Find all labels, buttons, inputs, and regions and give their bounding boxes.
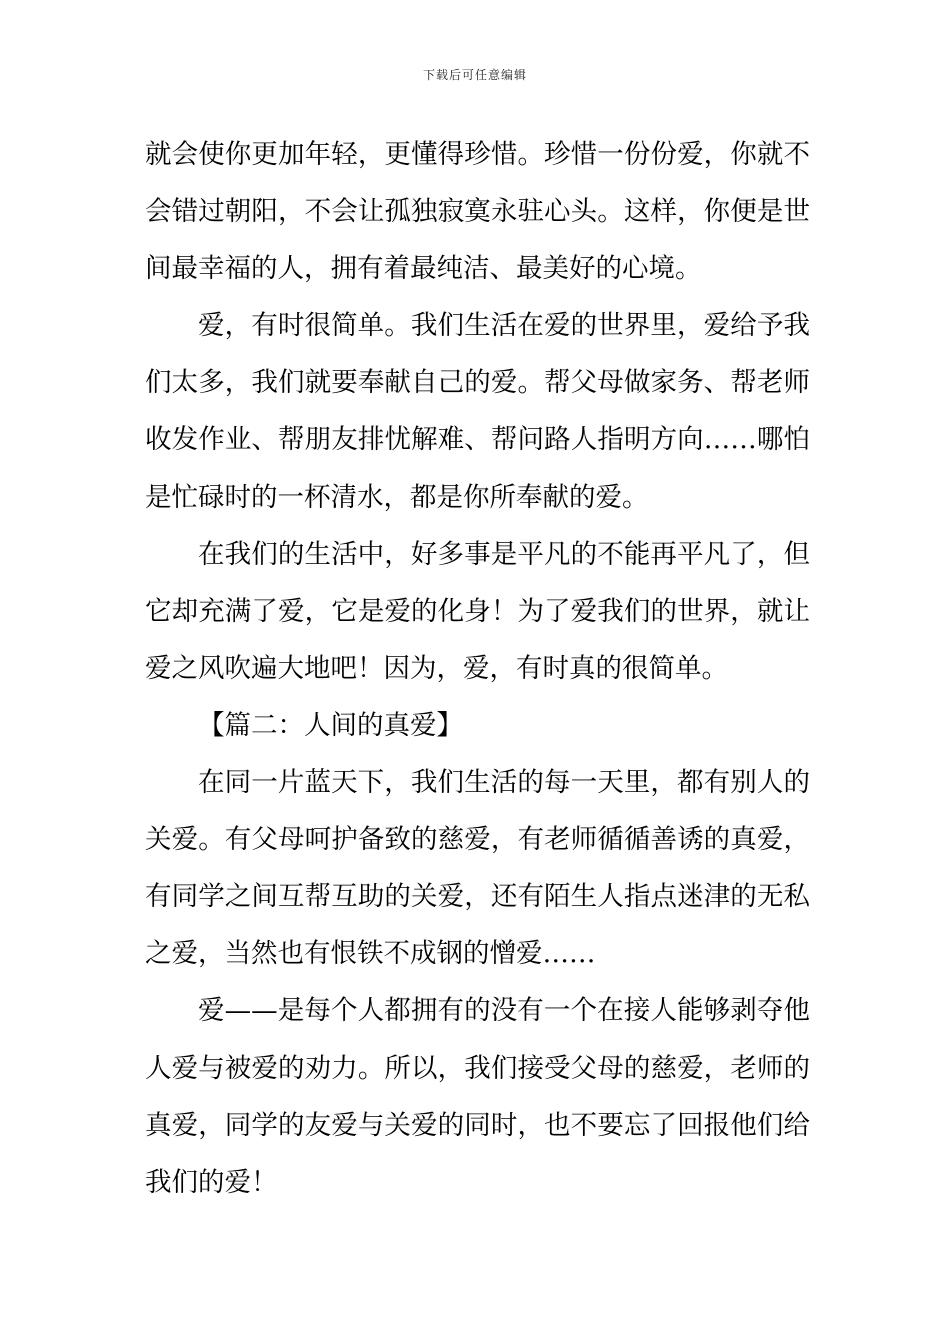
paragraph-5: 爱——是每个人都拥有的没有一个在接人能够剥夺他人爱与被爱的劝力。所以，我们接受父母的慈爱，老师的真爱，同学的友爱与关爱的同时，也不要忘了回报他们给我们的爱！ (145, 995, 810, 1198)
paragraph-2: 爱，有时很简单。我们生活在爱的世界里，爱给予我们太多，我们就要奉献自己的爱。帮父母做家务、帮老师收发作业、帮朋友排忧解难、帮问路人指明方向……哪怕是忙碌时的一杯清水，都是你所奉献的爱。 (145, 310, 810, 513)
paragraph-3: 在我们的生活中，好多事是平凡的不能再平凡了，但它却充满了爱，它是爱的化身！为了爱我们的世界，就让爱之风吹遍大地吧！因为，爱，有时真的很简单。 (145, 538, 810, 684)
document-body (145, 126, 810, 1211)
section-heading: 【篇二：人间的真爱】 (198, 709, 463, 741)
page-header-note: 下载后可任意编辑 (422, 68, 527, 82)
paragraph-4: 在同一片蓝天下，我们生活的每一天里，都有别人的关爱。有父母呵护备致的慈爱，有老师循循善诱的真爱，有同学之间互帮互助的关爱，还有陌生人指点迷津的无私之爱，当然也有恨铁不成钢的憎爱…… (145, 767, 810, 970)
paragraph-1: 就会使你更加年轻，更懂得珍惜。珍惜一份份爱，你就不会错过朝阳，不会让孤独寂寞永驻心头。这样，你便是世间最幸福的人，拥有着最纯洁、最美好的心境。 (145, 139, 810, 285)
